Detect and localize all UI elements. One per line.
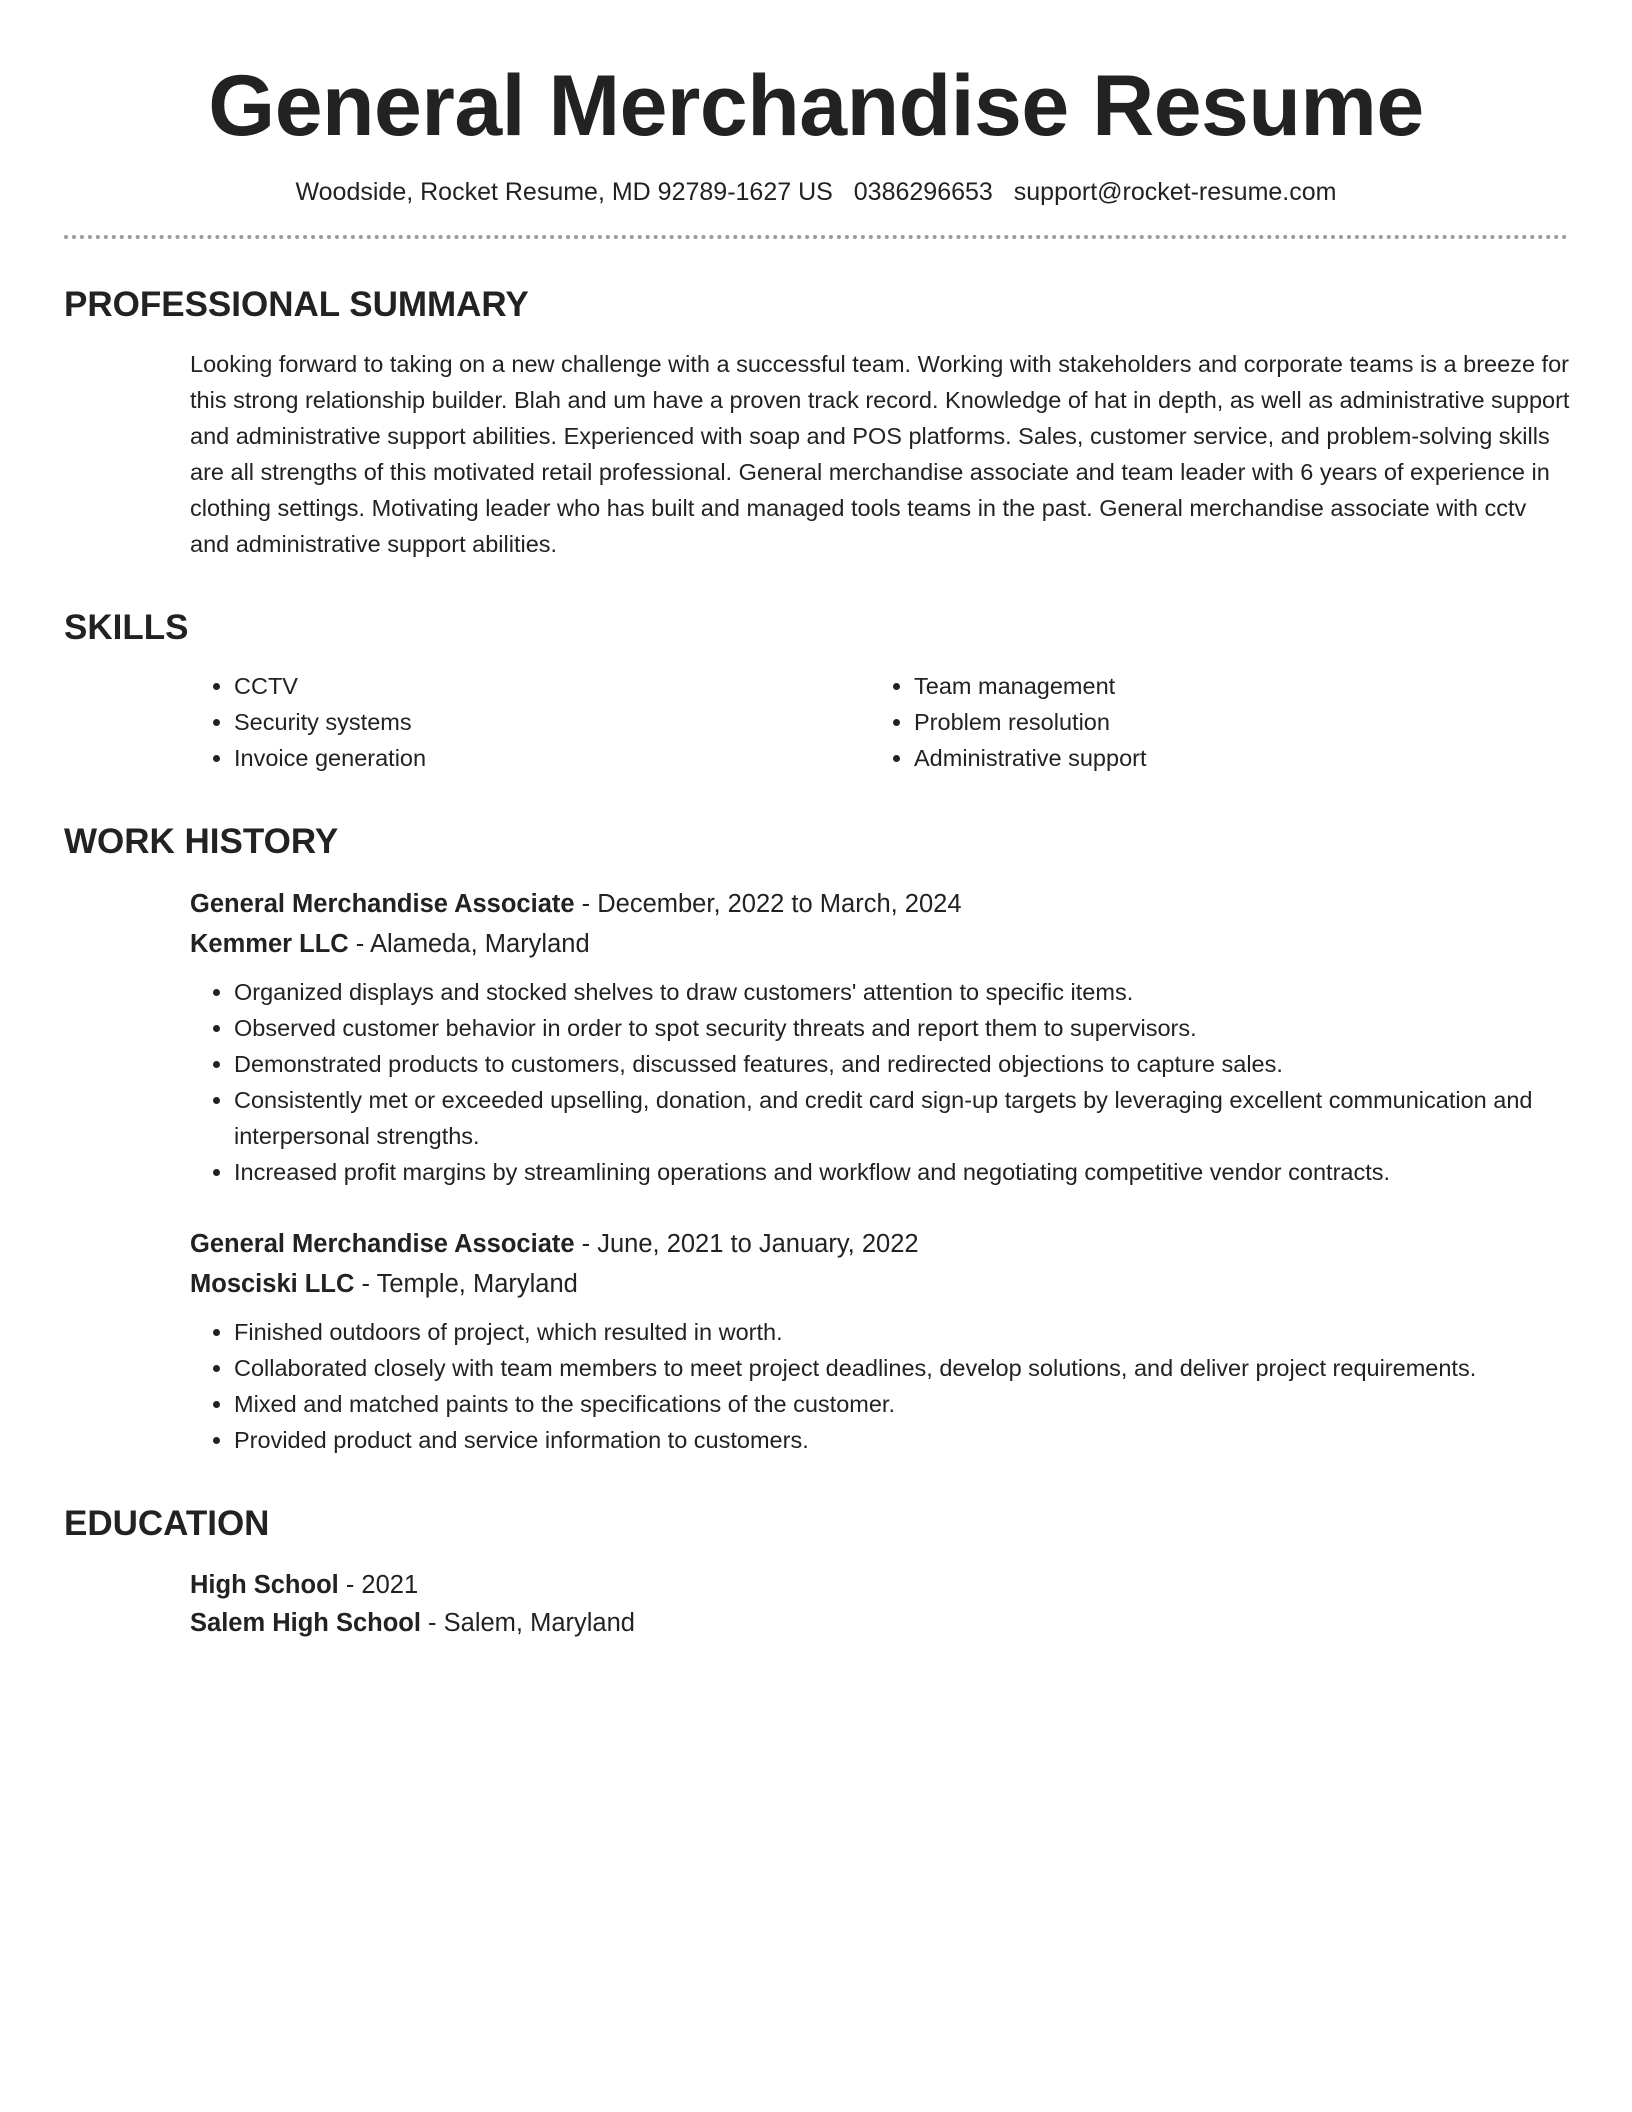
job-dates: - June, 2021 to January, 2022 bbox=[574, 1230, 919, 1258]
education-degree: High School bbox=[190, 1571, 339, 1599]
job-bullet: • Provided product and service information to customers. bbox=[234, 1422, 1570, 1458]
job-entry bbox=[190, 1224, 1570, 1458]
contact-phone: 0386296653 bbox=[853, 178, 993, 206]
header-divider bbox=[64, 235, 1568, 239]
work-heading: WORK HISTORY bbox=[64, 822, 339, 861]
job-bullet: • Demonstrated products to customers, discussed features, and redirected objections to capture sales. bbox=[234, 1046, 1570, 1082]
skill-item: • Invoice generation bbox=[234, 740, 870, 776]
job-bullet: • Observed customer behavior in order to spot security threats and report them to supervisors. bbox=[234, 1010, 1570, 1046]
skill-item: • Problem resolution bbox=[914, 704, 1550, 740]
summary-heading: PROFESSIONAL SUMMARY bbox=[64, 285, 529, 324]
job-company: Kemmer LLC bbox=[190, 930, 349, 958]
education-school-line bbox=[190, 1604, 1570, 1642]
skill-item: • Security systems bbox=[234, 704, 870, 740]
contact-line bbox=[64, 176, 1568, 208]
resume-title: General Merchandise Resume bbox=[208, 58, 1424, 154]
skills-list bbox=[190, 668, 1570, 776]
summary-text: Looking forward to taking on a new challenge with a successful team. Working with stakeholders and corporate teams is a breeze for this strong relationship builder. Blah and um have a proven track record. Knowledge of hat in depth, as well as administrative support and administrative support abilities. Experienced with soap and POS platforms. Sales, customer service, and problem-solving skills are all strengths of this motivated retail professional. General merchandise associate and team leader with 6 years of experience in clothing settings. Motivating leader who has built and managed tools teams in the past. General merchandise associate with cctv and administrative support abilities. bbox=[190, 351, 1570, 557]
skills-heading: SKILLS bbox=[64, 608, 189, 647]
job-position: General Merchandise Associate bbox=[190, 1230, 575, 1258]
job-title-line bbox=[190, 884, 1570, 924]
skill-item: • Administrative support bbox=[914, 740, 1550, 776]
education-location: - Salem, Maryland bbox=[420, 1609, 635, 1637]
job-title-line bbox=[190, 1224, 1570, 1264]
education-degree-line bbox=[190, 1566, 1570, 1604]
education-entry bbox=[190, 1566, 1570, 1642]
job-location: - Alameda, Maryland bbox=[348, 930, 590, 958]
job-bullet: • Finished outdoors of project, which resulted in worth. bbox=[234, 1314, 1570, 1350]
job-bullet: • Organized displays and stocked shelves to draw customers' attention to specific items. bbox=[234, 974, 1570, 1010]
job-bullets bbox=[190, 974, 1570, 1190]
job-bullet: • Mixed and matched paints to the specifications of the customer. bbox=[234, 1386, 1570, 1422]
skill-item: • Team management bbox=[914, 668, 1550, 704]
job-position: General Merchandise Associate bbox=[190, 890, 575, 918]
contact-email: support@rocket-resume.com bbox=[1013, 178, 1337, 206]
education-school: Salem High School bbox=[190, 1609, 421, 1637]
job-bullets bbox=[190, 1314, 1570, 1458]
work-list bbox=[190, 884, 1570, 1458]
job-dates: - December, 2022 to March, 2024 bbox=[574, 890, 962, 918]
skills-column-left bbox=[190, 668, 870, 776]
job-bullet: • Collaborated closely with team members to meet project deadlines, develop solutions, and deliver project requirements. bbox=[234, 1350, 1570, 1386]
job-bullet: • Consistently met or exceeded upselling, donation, and credit card sign-up targets by leveraging excellent communication and interpersonal strengths. bbox=[234, 1082, 1570, 1154]
education-heading: EDUCATION bbox=[64, 1504, 270, 1543]
education-year: - 2021 bbox=[338, 1571, 419, 1599]
job-entry bbox=[190, 884, 1570, 1190]
job-location: - Temple, Maryland bbox=[354, 1270, 578, 1298]
resume-page bbox=[64, 0, 1568, 1642]
contact-address: Woodside, Rocket Resume, MD 92789-1627 US bbox=[295, 178, 833, 206]
job-company-line bbox=[190, 924, 1570, 964]
job-company: Mosciski LLC bbox=[190, 1270, 355, 1298]
job-company-line bbox=[190, 1264, 1570, 1304]
skills-column-right bbox=[870, 668, 1550, 776]
job-bullet: • Increased profit margins by streamlining operations and workflow and negotiating competitive vendor contracts. bbox=[234, 1154, 1570, 1190]
skill-item: • CCTV bbox=[234, 668, 870, 704]
